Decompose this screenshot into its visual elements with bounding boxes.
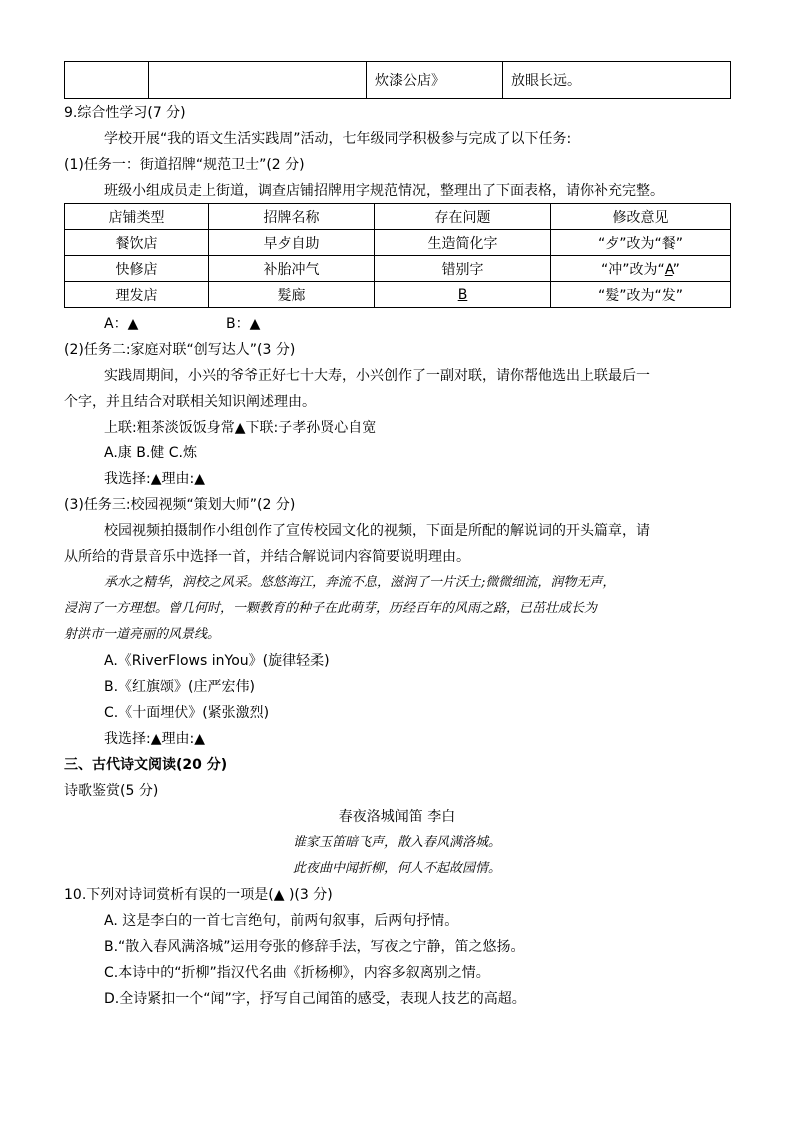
table-row [65, 282, 731, 308]
q10-option-d: D.全诗紧扣一个“闻”字，抒写自己闻笛的感受，表现人技艺的高超。 [104, 991, 526, 1007]
table-row [65, 62, 731, 99]
cell-text: “冲”改为“ [601, 261, 665, 278]
column-header: 存在问题 [375, 204, 551, 230]
task3-answer: 我选择:▲理由:▲ [104, 731, 205, 747]
blank-a: A [664, 261, 673, 278]
q9-intro: 学校开展“我的语文生活实践周”活动，七年级同学积极参与完成了以下任务: [104, 131, 572, 147]
table-cell: 快修店 [65, 256, 209, 282]
table-cell: 生造简化字 [375, 230, 551, 256]
table-cell [375, 282, 551, 308]
q10-option-c: C.本诗中的“折柳”指汉代名曲《折杨柳》，内容多叙离别之情。 [104, 965, 490, 981]
table-row [65, 230, 731, 256]
signboard-table [64, 203, 731, 308]
task3-title: (3)任务三:校园视频“策划大师”(2 分) [64, 497, 296, 513]
q10-option-b: B.“散入春风满洛城”运用夸张的修辞手法，写夜之宁静，笛之悠扬。 [104, 939, 525, 955]
table-header-row [65, 204, 731, 230]
cell-text: ” [672, 261, 680, 278]
table-cell [551, 256, 731, 282]
q10-title: 10.下列对诗词赏析有误的一项是(▲ )(3 分) [64, 887, 333, 903]
music-option: B.《红旗颂》(庄严宏伟) [104, 679, 255, 695]
task2-desc: 实践周期间，小兴的爷爷正好七十大寿，小兴创作了一副对联，请你帮他选出上联最后一 [104, 368, 650, 384]
task3-desc: 校园视频拍摄制作小组创作了宣传校园文化的视频，下面是所配的解说词的开头篇章，请 [104, 523, 650, 539]
top-table [64, 61, 731, 99]
table-cell: “髮”改为“发” [551, 282, 731, 308]
blank-b: B [457, 286, 468, 303]
q10-option-a: A. 这是李白的一首七言绝句，前两句叙事，后两句抒情。 [104, 913, 459, 929]
task2-title: (2)任务二:家庭对联“创写达人”(3 分) [64, 342, 296, 358]
poem-title: 春夜洛城闻笛 李白 [338, 809, 456, 825]
table-cell: “歺”改为“餐” [551, 230, 731, 256]
column-header: 修改意见 [551, 204, 731, 230]
music-option: C.《十面埋伏》(紧张激烈) [104, 705, 270, 721]
answer-a: A：▲ [104, 316, 139, 332]
table-cell: 炊漆公店》 [367, 62, 503, 99]
table-cell: 早歺自助 [209, 230, 375, 256]
table-cell: 错别字 [375, 256, 551, 282]
narration-text: 射洪市一道亮丽的风景线。 [64, 627, 221, 642]
task2-options: A.康 B.健 C.炼 [104, 445, 197, 461]
couplet: 上联:粗茶淡饭饭身常▲下联:子孝孙贤心自宽 [104, 420, 377, 436]
narration-text: 浸润了一方理想。曾几何时，一颗教育的种子在此萌芽，历经百年的风雨之路，已茁壮成长为 [64, 601, 598, 616]
q9-title: 9.综合性学习(7 分) [64, 105, 186, 121]
music-option: A.《RiverFlows inYou》(旋律轻柔) [104, 653, 330, 669]
table-cell: 放眼长远。 [503, 62, 731, 99]
section-heading: 三、古代诗文阅读(20 分) [64, 757, 228, 773]
poem-section-title: 诗歌鉴赏(5 分) [64, 783, 159, 799]
table-cell [65, 62, 149, 99]
table-row [65, 256, 731, 282]
task1-title: (1)任务一：街道招牌“规范卫士”(2 分) [64, 157, 305, 173]
table-cell: 髮廊 [209, 282, 375, 308]
task3-desc: 从所给的背景音乐中选择一首，并结合解说词内容简要说明理由。 [64, 549, 470, 565]
column-header: 店铺类型 [65, 204, 209, 230]
task1-desc: 班级小组成员走上街道，调查店铺招牌用字规范情况，整理出了下面表格，请你补充完整。 [104, 183, 664, 199]
column-header: 招牌名称 [209, 204, 375, 230]
poem-line: 此夜曲中闻折柳，何人不起故园情。 [292, 861, 501, 876]
table-cell [149, 62, 367, 99]
table-cell: 补胎冲气 [209, 256, 375, 282]
task2-desc: 个字，并且结合对联相关知识阐述理由。 [64, 394, 316, 410]
poem-line: 谁家玉笛暗飞声，散入春风满洛城。 [292, 835, 501, 850]
narration-text: 承水之精华，润校之风采。悠悠海江，奔流不息，滋润了一片沃土;微微细流，润物无声， [104, 575, 616, 590]
table-cell: 餐饮店 [65, 230, 209, 256]
table-cell: 理发店 [65, 282, 209, 308]
task2-answer: 我选择:▲理由:▲ [104, 471, 205, 487]
answer-b: B：▲ [226, 316, 261, 332]
